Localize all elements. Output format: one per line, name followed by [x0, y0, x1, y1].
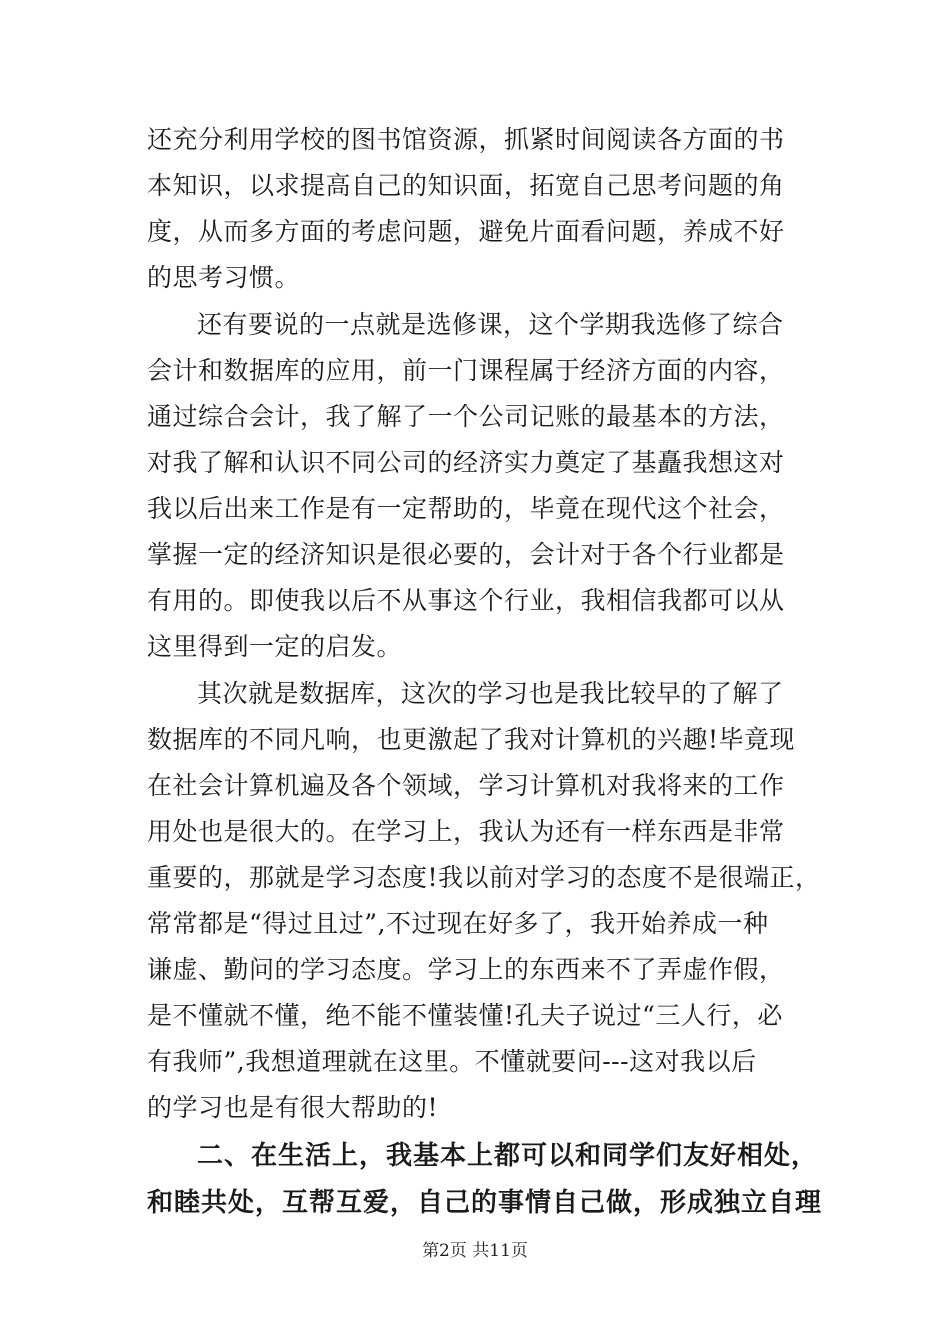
paragraph-line: 我以后出来工作是有一定帮助的，毕竟在现代这个社会，: [147, 494, 785, 523]
page-number-footer: 第2页 共11页: [422, 1241, 528, 1261]
paragraph-line: 有我师”,我想道理就在这里。不懂就要问---这对我以后: [147, 1047, 757, 1076]
paragraph-line: 通过综合会计，我了解了一个公司记账的最基本的方法，: [147, 402, 785, 431]
paragraph-line: 数据库的不同凡响，也更激起了我对计算机的兴趣!毕竟现: [147, 725, 796, 754]
section-heading-line: 和睦共处，互帮互爱，自己的事情自己做，形成独立自理: [147, 1188, 823, 1218]
section-heading-line: 二、在生活上，我基本上都可以和同学们友好相处，: [197, 1141, 819, 1171]
paragraph-line: 常常都是“得过且过”,不过现在好多了，我开始养成一种: [147, 909, 769, 938]
paragraph-line: 还充分利用学校的图书馆资源，抓紧时间阅读各方面的书: [147, 125, 785, 154]
paragraph-line: 用处也是很大的。在学习上，我认为还有一样东西是非常: [147, 817, 785, 846]
paragraph-line: 在社会计算机遍及各个领域，学习计算机对我将来的工作: [147, 771, 785, 800]
paragraph-line: 本知识，以求提高自己的知识面，拓宽自己思考问题的角: [147, 171, 785, 200]
paragraph-line: 度，从而多方面的考虑问题，避免片面看问题，养成不好: [147, 217, 785, 246]
paragraph-line: 谦虚、勤问的学习态度。学习上的东西来不了弄虚作假，: [147, 955, 785, 984]
paragraph-line: 的思考习惯。: [147, 263, 301, 292]
paragraph-line: 会计和数据库的应用，前一门课程属于经济方面的内容，: [147, 356, 785, 385]
paragraph-line: 是不懂就不懂，绝不能不懂装懂!孔夫子说过“三人行，必: [147, 1001, 783, 1030]
paragraph-line: 对我了解和认识不同公司的经济实力奠定了基矗我想这对: [147, 448, 785, 477]
paragraph-line: 其次就是数据库，这次的学习也是我比较早的了解了: [197, 679, 784, 708]
paragraph-line: 重要的，那就是学习态度!我以前对学习的态度不是很端正，: [147, 863, 821, 892]
paragraph-line: 有用的。即使我以后不从事这个行业，我相信我都可以从: [147, 586, 785, 615]
paragraph-line: 的学习也是有很大帮助的!: [147, 1093, 439, 1122]
paragraph-line: 这里得到一定的启发。: [147, 632, 403, 661]
paragraph-line: 还有要说的一点就是选修课，这个学期我选修了综合: [197, 310, 784, 339]
paragraph-line: 掌握一定的经济知识是很必要的，会计对于各个行业都是: [147, 540, 785, 569]
